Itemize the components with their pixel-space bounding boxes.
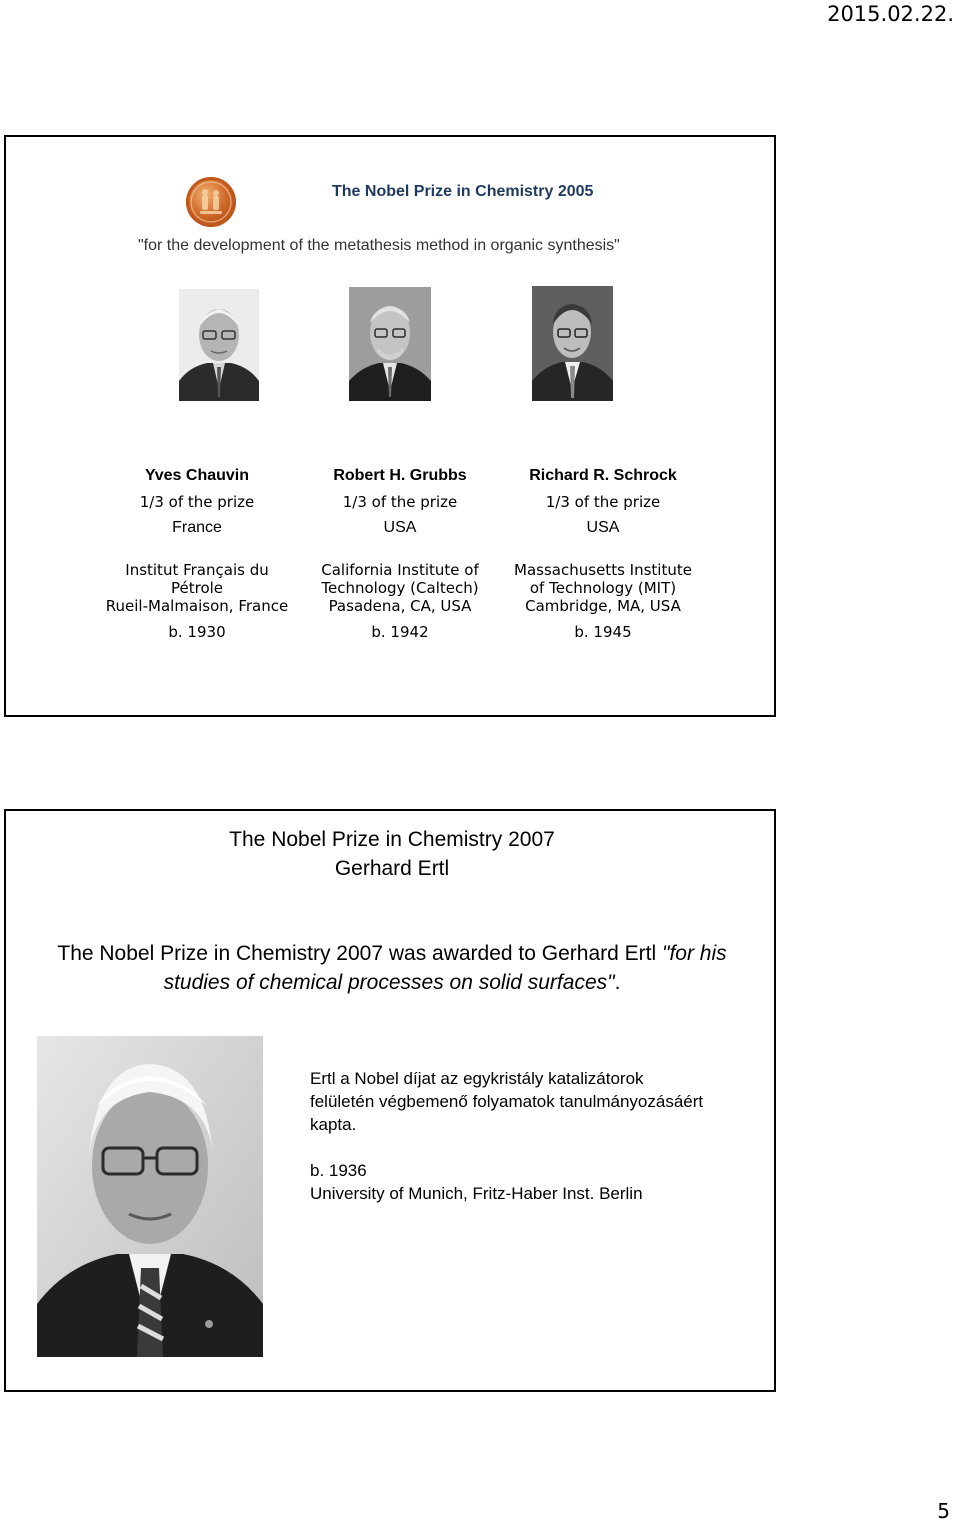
laureate-name: Yves Chauvin — [144, 467, 250, 484]
laureate-name: Richard R. Schrock — [529, 467, 677, 484]
description-line: kapta. — [310, 1115, 357, 1134]
institution-line: Pétrole — [170, 579, 224, 597]
laureate-born: b. 1942 — [371, 623, 429, 641]
laureate-share: 1/3 of the prize — [545, 493, 661, 511]
institution-line: Rueil-Malmaison, France — [105, 597, 289, 615]
nobel-medal-icon — [186, 177, 236, 227]
slide-nobel-2005 — [4, 135, 776, 717]
page-date: 2015.02.22. — [827, 2, 954, 26]
laureate-born: b. 1930 — [168, 623, 226, 641]
laureate-institution — [300, 561, 500, 615]
ertl-institution: University of Munich, Fritz-Haber Inst. Berlin — [310, 1184, 643, 1203]
description-line: Ertl a Nobel díjat az egykristály katalizátorok — [310, 1069, 644, 1088]
laureate-country: USA — [383, 519, 417, 536]
slide-nobel-2007 — [4, 809, 776, 1392]
institution-line: Technology (Caltech) — [321, 579, 479, 597]
laureate-share: 1/3 of the prize — [139, 493, 255, 511]
portrait-grubbs — [349, 287, 431, 401]
ertl-born: b. 1936 — [310, 1161, 367, 1180]
award-plain: The Nobel Prize in Chemistry 2007 was awarded to Gerhard Ertl — [57, 942, 662, 965]
institution-line: of Technology (MIT) — [529, 579, 677, 597]
laureate-born: b. 1945 — [574, 623, 632, 641]
slide-heading — [6, 825, 778, 883]
description-line: felületén végbemenő folyamatok tanulmányozásáért — [310, 1092, 704, 1111]
laureate-chauvin — [97, 463, 297, 641]
institution-line: Cambridge, MA, USA — [525, 597, 681, 615]
laureate-country: France — [172, 519, 222, 536]
portrait-chauvin — [179, 289, 259, 401]
portrait-schrock — [532, 286, 613, 401]
laureate-share: 1/3 of the prize — [342, 493, 458, 511]
laureate-country: USA — [586, 519, 620, 536]
institution-line: Institut Français du — [125, 561, 269, 579]
page-number: 5 — [937, 1499, 950, 1523]
ertl-description — [310, 1067, 750, 1205]
laureate-grubbs — [300, 463, 500, 641]
institution-line: Massachusetts Institute — [514, 561, 692, 579]
portrait-ertl — [37, 1036, 263, 1357]
slide-title: The Nobel Prize in Chemistry 2005 — [332, 183, 594, 200]
award-citation: "for his studies of chemical processes on solid surfaces" — [163, 942, 727, 994]
heading-line: Gerhard Ertl — [334, 857, 450, 880]
institution-line: California Institute of — [321, 561, 479, 579]
laureate-schrock — [503, 463, 703, 641]
heading-line: The Nobel Prize in Chemistry 2007 — [229, 828, 555, 851]
laureate-name: Robert H. Grubbs — [333, 467, 467, 484]
award-statement — [46, 939, 738, 997]
institution-line: Pasadena, CA, USA — [328, 597, 472, 615]
laureate-institution — [503, 561, 703, 615]
prize-motivation: "for the development of the metathesis method in organic synthesis" — [138, 237, 620, 254]
laureate-institution — [97, 561, 297, 615]
award-end: . — [614, 971, 621, 994]
